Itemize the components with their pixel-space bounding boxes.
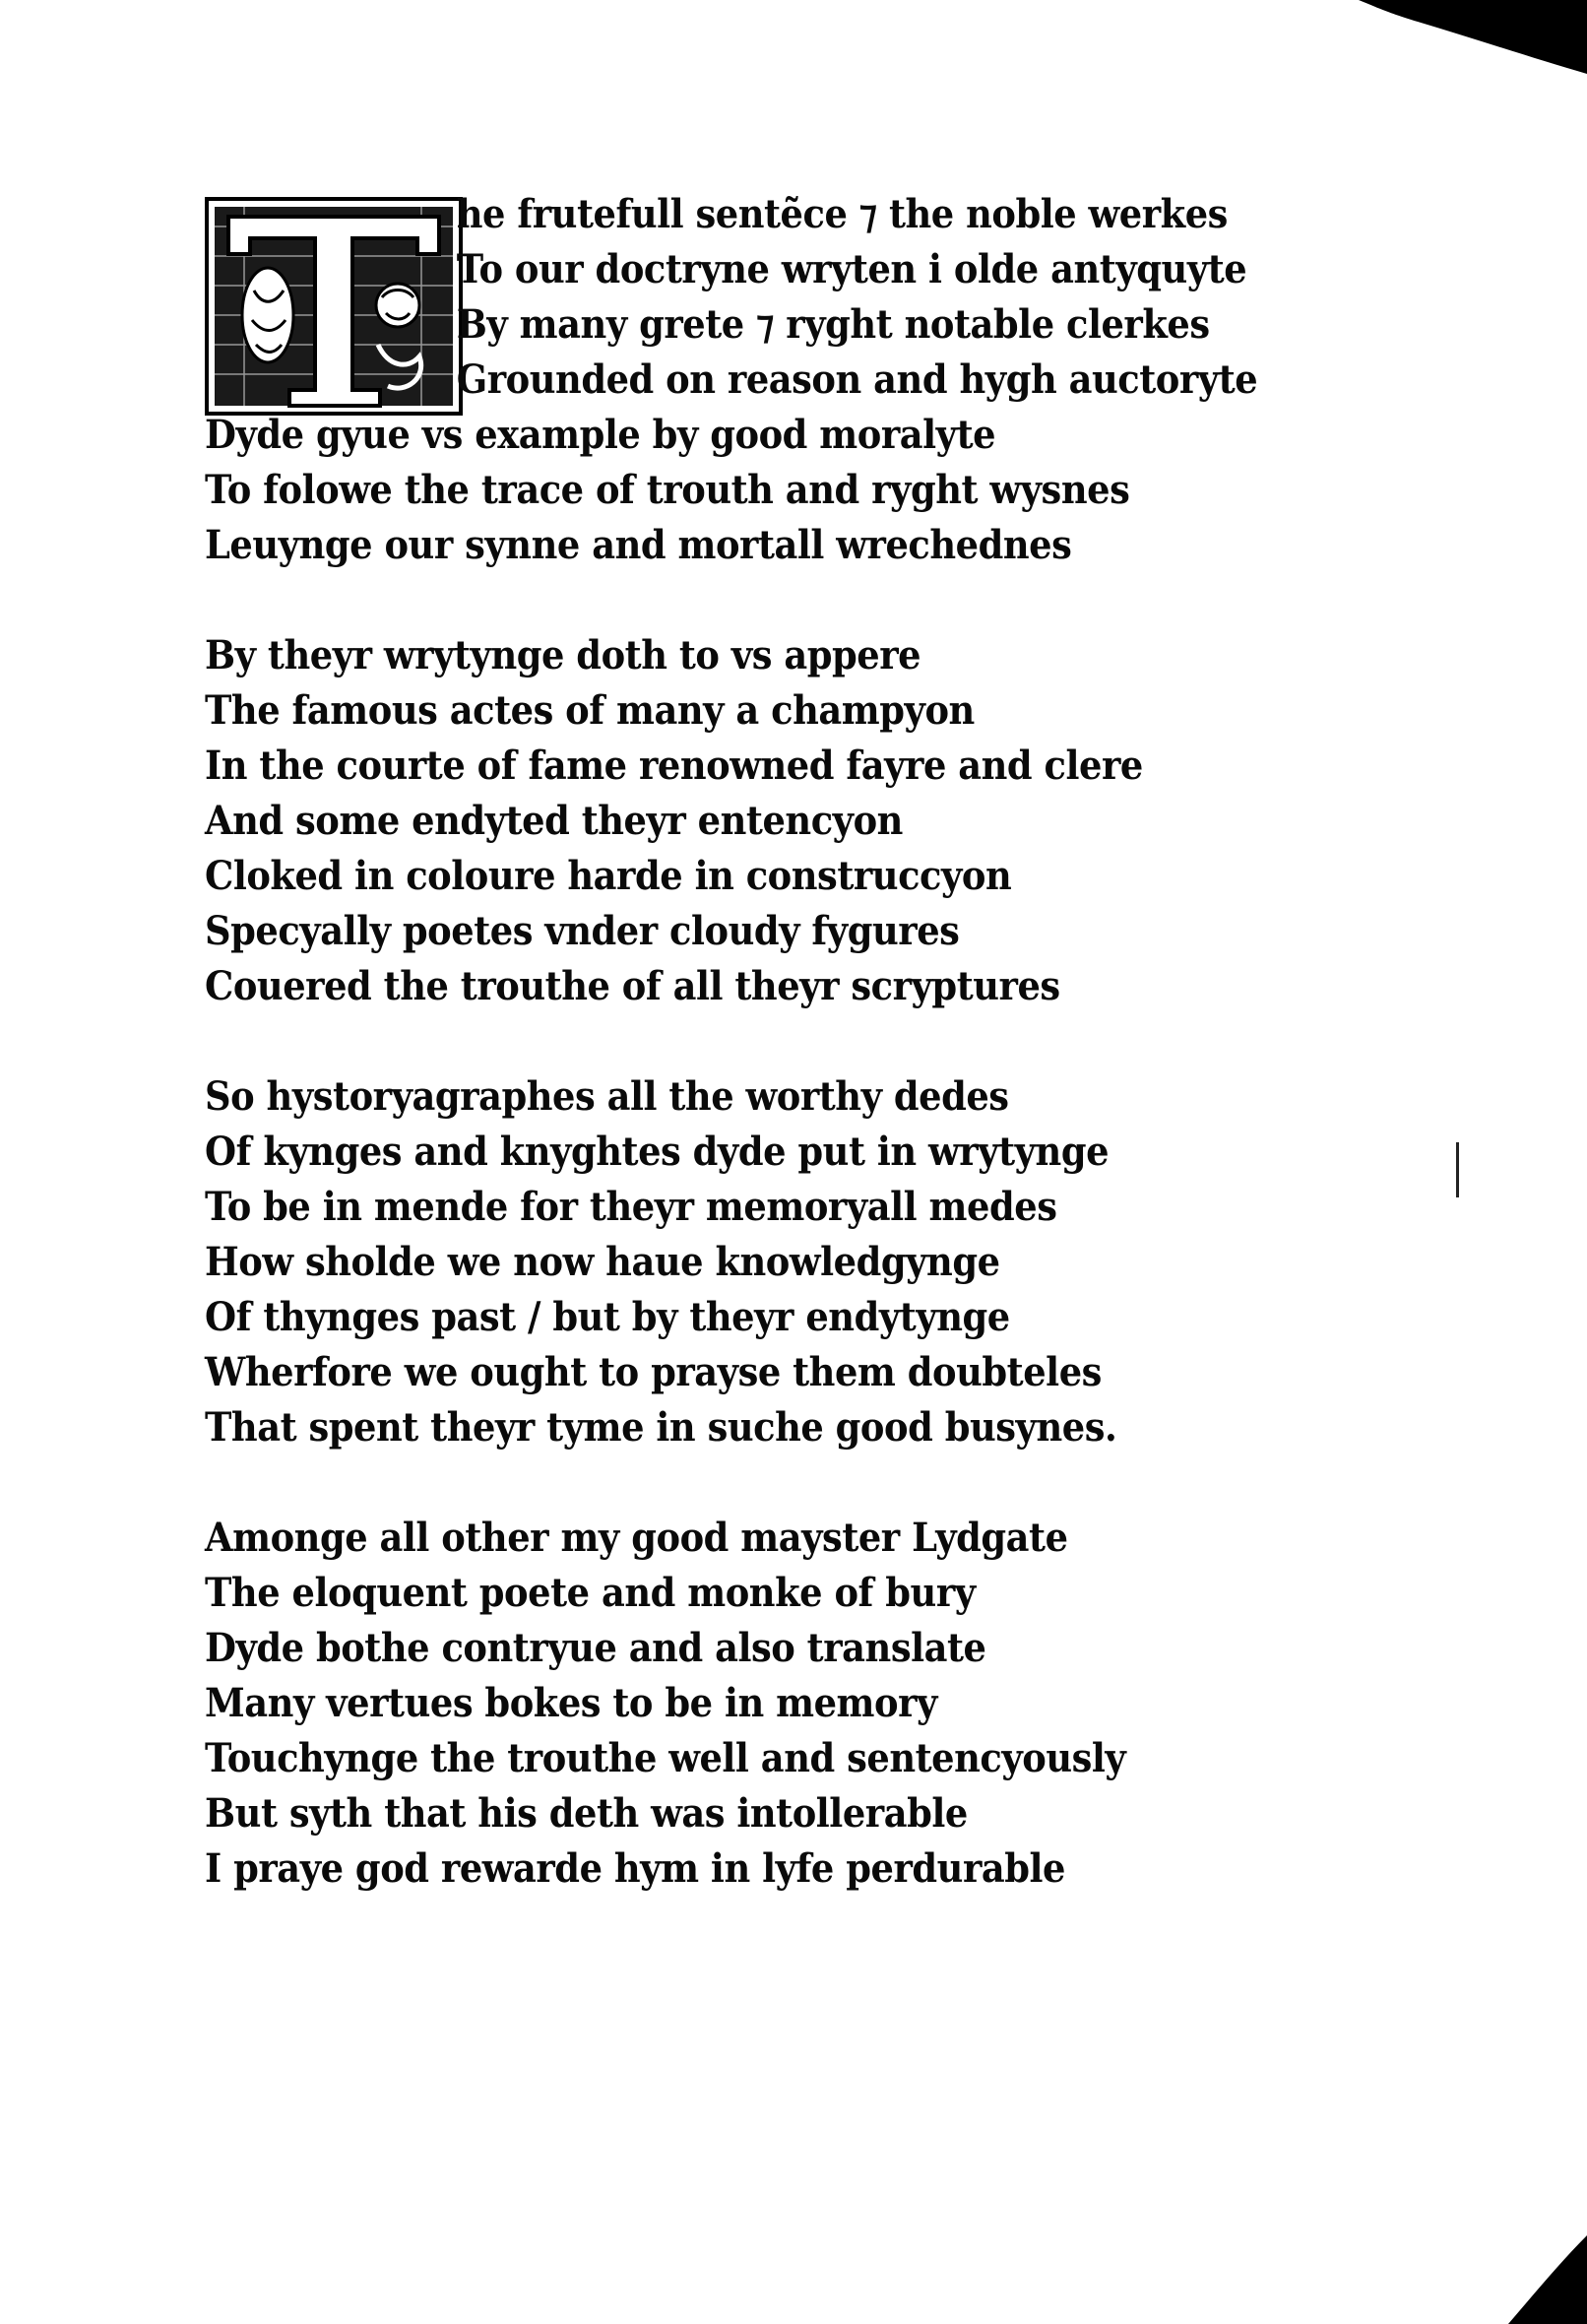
verse-line: Dyde gyue vs example by good moralyte: [205, 412, 996, 458]
verse-line: To our doctryne wryten i olde antyquyte: [456, 246, 1247, 292]
verse-line: Of kynges and knyghtes dyde put in wrytynge: [205, 1129, 1110, 1175]
page-edge-shadow-bottom: [1390, 2196, 1587, 2324]
verse-line: That spent theyr tyme in suche good busynes.: [205, 1404, 1117, 1451]
stanza-4: [205, 1511, 1337, 1897]
stanza-2: [205, 628, 1337, 1014]
verse-line: Cloked in coloure harde in construccyon: [205, 853, 1012, 899]
verse-line: By many grete ⁊ ryght notable clerkes: [456, 301, 1210, 348]
verse-line: Dyde bothe contryue and also translate: [205, 1625, 986, 1671]
verse-line: Couered the trouthe of all theyr scryptures: [205, 963, 1060, 1009]
verse-line: Amonge all other my good mayster Lydgate: [205, 1515, 1068, 1561]
verse-line: To be in mende for theyr memoryall medes: [205, 1184, 1057, 1230]
verse-line: I praye god rewarde hym in lyfe perdurable: [205, 1845, 1065, 1892]
verse-line: Of thynges past / but by theyr endytynge: [205, 1294, 1010, 1340]
verse-line: Leuynge our synne and mortall wrechednes: [205, 522, 1072, 568]
verse-line: The eloquent poete and monke of bury: [205, 1570, 976, 1616]
verse-line: In the courte of fame renowned fayre and clere: [205, 742, 1143, 789]
verse-line: Specyally poetes vnder cloudy fygures: [205, 908, 960, 954]
verse-line: How sholde we now haue knowledgynge: [205, 1239, 1000, 1285]
verse-line: Grounded on reason and hygh auctoryte: [456, 356, 1258, 403]
stanza-3: [205, 1069, 1337, 1455]
verse-line: And some endyted theyr entencyon: [205, 798, 903, 844]
verse-line: The famous actes of many a champyon: [205, 687, 975, 734]
page-edge-shadow-top: [0, 0, 1587, 128]
verse-line: Many vertues bokes to be in memory: [205, 1680, 937, 1726]
verse-line: By theyr wrytynge doth to vs appere: [205, 632, 921, 678]
verse-line: he frutefull sentẽce ⁊ the noble werkes: [456, 191, 1228, 237]
verse-line: To folowe the trace of trouth and ryght wysnes: [205, 467, 1130, 513]
verse-line: So hystoryagraphes all the worthy dedes: [205, 1073, 1009, 1120]
verse-text: [205, 187, 1337, 1897]
verse-line: Wherfore we ought to prayse them doubteles: [205, 1349, 1102, 1395]
stanza-1: [205, 187, 1337, 573]
verse-line: But syth that his deth was intollerable: [205, 1790, 968, 1837]
verse-line: Touchynge the trouthe well and sentencyously: [205, 1735, 1126, 1781]
margin-mark: [1456, 1142, 1459, 1197]
